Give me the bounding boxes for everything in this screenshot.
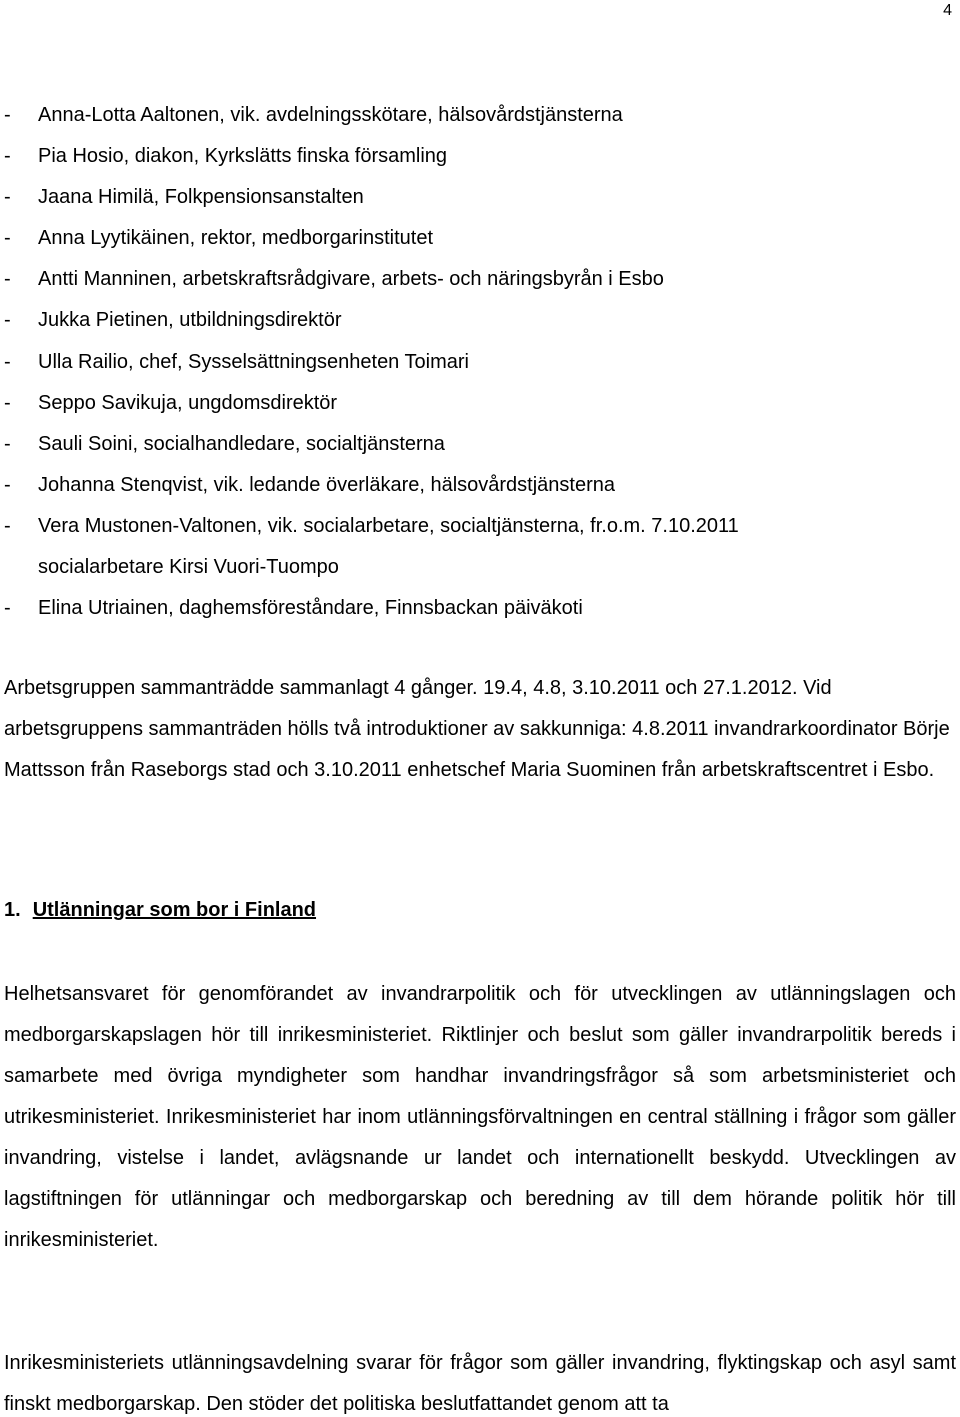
list-item bbox=[4, 99, 954, 140]
list-dash: - bbox=[4, 391, 11, 414]
body-paragraph: Helhetsansvaret för genomförandet av invandrarpolitik och för utvecklingen av utlänningslagen och medborgarskapslagen hör till inrikesministeriet. Riktlinjer och beslut som gäller invandrarpolitik bereds i samarbete med övriga myndigheter som handhar invandringsfrågor så som arbetsministeriet och utrikesministeriet. Inrikesministeriet har inom utlänningsförvaltningen en central ställning i frågor som gäller invandring, vistelse i landet, avlägsnande ur landet och internationellt beskydd. Utvecklingen av lagstiftningen för utlänningar och medborgarskap och beredning av till dem hörande politik hör till inrikesministeriet. bbox=[4, 983, 956, 1251]
list-dash: - bbox=[4, 309, 11, 332]
list-dash: - bbox=[4, 186, 11, 209]
list-dash: - bbox=[4, 432, 11, 455]
list-item-text: Johanna Stenqvist, vik. ledande överläkare, hälsovårdstjänsterna bbox=[38, 473, 616, 496]
list-item bbox=[4, 140, 954, 181]
list-item bbox=[4, 592, 954, 633]
list-item bbox=[4, 428, 954, 469]
list-dash: - bbox=[4, 227, 11, 250]
list-dash: - bbox=[4, 104, 11, 126]
list-item-text: Anna Lyytikäinen, rektor, medborgarinstitutet bbox=[38, 227, 434, 250]
list-item-text: Sauli Soini, socialhandledare, socialtjänsterna bbox=[38, 432, 445, 455]
list-dash: - bbox=[4, 350, 11, 373]
list-item-text: Vera Mustonen-Valtonen, vik. socialarbetare, socialtjänsterna, fr.o.m. 7.10.2011 bbox=[38, 514, 739, 537]
list-item-text: Pia Hosio, diakon, Kyrkslätts finska församling bbox=[38, 145, 448, 168]
section-heading bbox=[4, 893, 316, 927]
page-number: 4 bbox=[943, 2, 952, 19]
section-number: 1. bbox=[4, 899, 21, 921]
working-group-member-list bbox=[4, 99, 954, 633]
list-item-text: Elina Utriainen, daghemsföreståndare, Finnsbackan päiväkoti bbox=[38, 597, 583, 620]
list-item-continuation bbox=[4, 551, 954, 592]
list-item bbox=[4, 346, 954, 387]
list-dash: - bbox=[4, 145, 11, 168]
body-paragraph: Inrikesministeriets utlänningsavdelning svarar för frågor som gäller invandring, flyktingskap och asyl samt finskt medborgarskap. Den stöder det politiska beslutfattandet genom att ta bbox=[4, 1352, 956, 1415]
list-dash: - bbox=[4, 597, 11, 620]
list-item-text: Seppo Savikuja, ungdomsdirektör bbox=[38, 391, 338, 414]
list-item bbox=[4, 263, 954, 304]
list-item-text: Anna-Lotta Aaltonen, vik. avdelningsskötare, hälsovårdstjänsterna bbox=[38, 104, 623, 126]
section-title: Utlänningar som bor i Finland bbox=[32, 899, 317, 921]
list-item bbox=[4, 181, 954, 222]
list-dash: - bbox=[4, 473, 11, 496]
list-item bbox=[4, 387, 954, 428]
list-item-text: Jaana Himilä, Folkpensionsanstalten bbox=[38, 186, 364, 209]
list-item bbox=[4, 510, 954, 551]
list-item-text: Jukka Pietinen, utbildningsdirektör bbox=[38, 309, 342, 332]
list-item bbox=[4, 222, 954, 263]
list-item bbox=[4, 469, 954, 510]
list-item bbox=[4, 304, 954, 345]
list-item-text: Ulla Railio, chef, Sysselsättningsenheten Toimari bbox=[38, 350, 469, 373]
list-dash: - bbox=[4, 268, 11, 291]
meetings-paragraph: Arbetsgruppen sammanträdde sammanlagt 4 gånger. 19.4, 4.8, 3.10.2011 och 27.1.2012. Vid arbetsgruppens sammanträden hölls två introduktioner av sakkunniga: 4.8.2011 invandrarkoordinator Börje Mattsson från Raseborgs stad och 3.10.2011 enhetschef Maria Suominen från arbetskraftscentret i Esbo. bbox=[4, 677, 950, 781]
list-dash: - bbox=[4, 514, 11, 537]
list-item-text: socialarbetare Kirsi Vuori-Tuompo bbox=[38, 556, 339, 579]
list-item-text: Antti Manninen, arbetskraftsrådgivare, arbets- och näringsbyrån i Esbo bbox=[38, 268, 664, 291]
